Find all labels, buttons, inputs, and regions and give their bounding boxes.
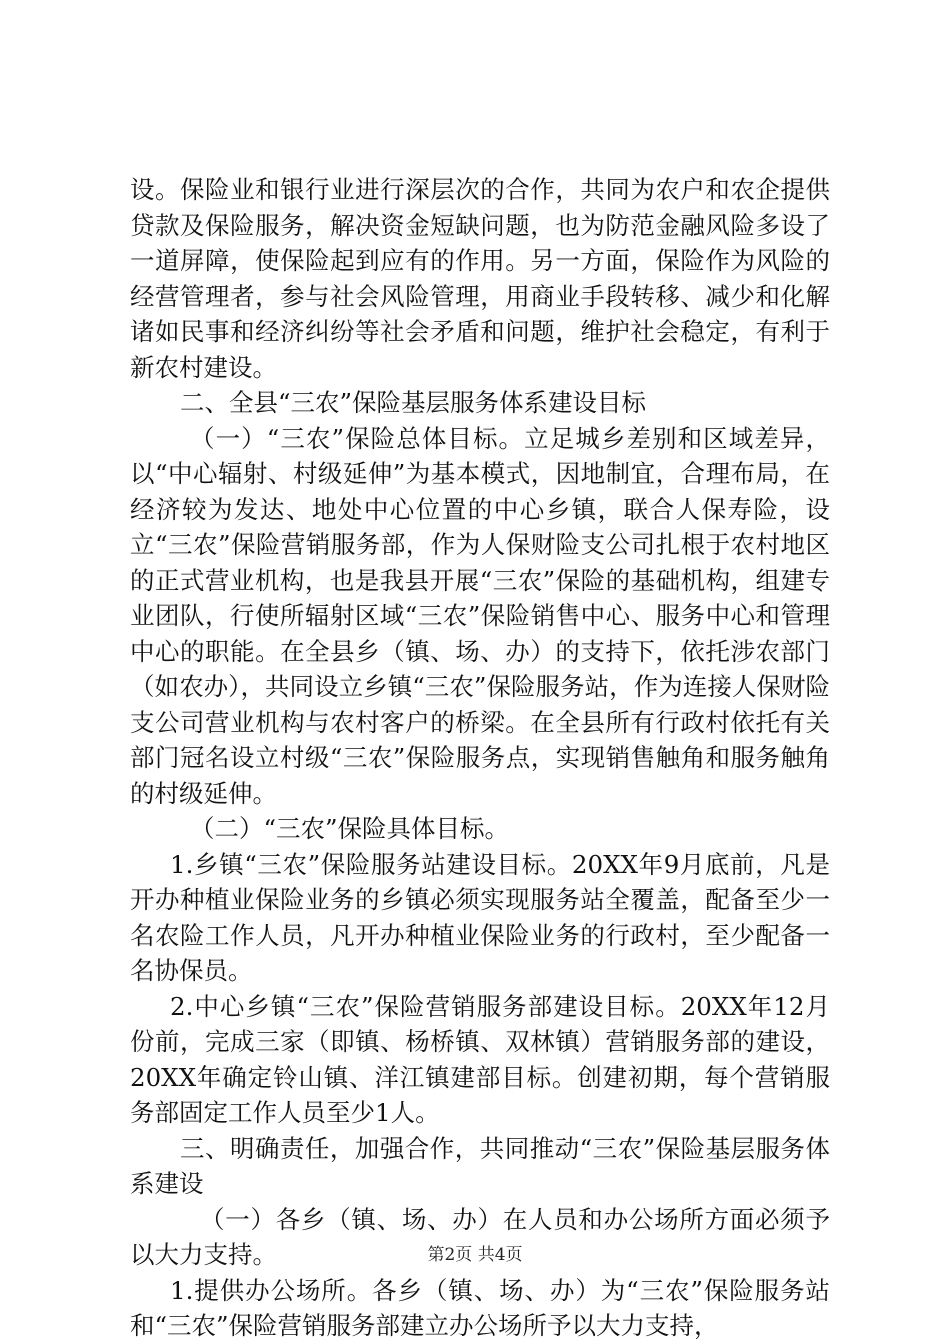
paragraph-item-1: 1.乡镇“三农”保险服务站建设目标。20XX年9月底前，凡是开办种植业保险业务的乡镇必须实现服务站全覆盖，配备至少一名农险工作人员，凡开办种植业保险业务的行政村，至少配备一名协保员。 <box>130 849 830 985</box>
document-body <box>130 172 830 1344</box>
section-heading-two: 二、全县“三农”保险基层服务体系建设目标 <box>180 388 647 417</box>
paragraph-office-space: 1.提供办公场所。各乡（镇、场、办）为“三农”保险服务站和“三农”保险营销服务部建立办公场所予以大力支持， <box>130 1275 830 1340</box>
section-heading-three: 三、明确责任，加强合作，共同推动“三农”保险基层服务体系建设 <box>130 1133 830 1198</box>
paragraph-overall-goal: （一）“三农”保险总体目标。立足城乡差别和区域差异，以“中心辐射、村级延伸”为基本模式，因地制宜，合理布局，在经济较为发达、地处中心位置的中心乡镇，联合人保寿险，设立“三农”保险营销服务部，作为人保财险支公司扎根于农村地区的正式营业机构，也是我县开展“三农”保险的基础机构，组建专业团队，行使所辐射区域“三农”保险销售中心、服务中心和管理中心的职能。在全县乡（镇、场、办）的支持下，依托涉农部门（如农办），共同设立乡镇“三农”保险服务站，作为连接人保财险支公司营业机构与农村客户的桥梁。在全县所有行政村依托有关部门冠名设立村级“三农”保险服务点，实现销售触角和服务触角的村级延伸。 <box>130 423 830 808</box>
paragraph-continuation: 设。保险业和银行业进行深层次的合作，共同为农户和农企提供贷款及保险服务，解决资金短缺问题，也为防范金融风险多设了一道屏障，使保险起到应有的作用。另一方面，保险作为风险的经营管理者，参与社会风险管理，用商业手段转移、减少和化解诸如民事和经济纠纷等社会矛盾和问题，维护社会稳定，有利于新农村建设。 <box>130 175 830 382</box>
page-footer: 第2页 共4页 <box>427 1245 523 1265</box>
subheading-specific-goal: （二）“三农”保险具体目标。 <box>190 814 510 843</box>
subheading-support: （一）各乡（镇、场、办）在人员和办公场所方面必须予以大力支持。 <box>130 1204 830 1269</box>
paragraph-item-2: 2.中心乡镇“三农”保险营销服务部建设目标。20XX年12月份前，完成三家（即镇、杨桥镇、双林镇）营销服务部的建设，20XX年确定铃山镇、洋江镇建部目标。创建初期，每个营销服务部固定工作人员至少1人。 <box>130 991 830 1127</box>
